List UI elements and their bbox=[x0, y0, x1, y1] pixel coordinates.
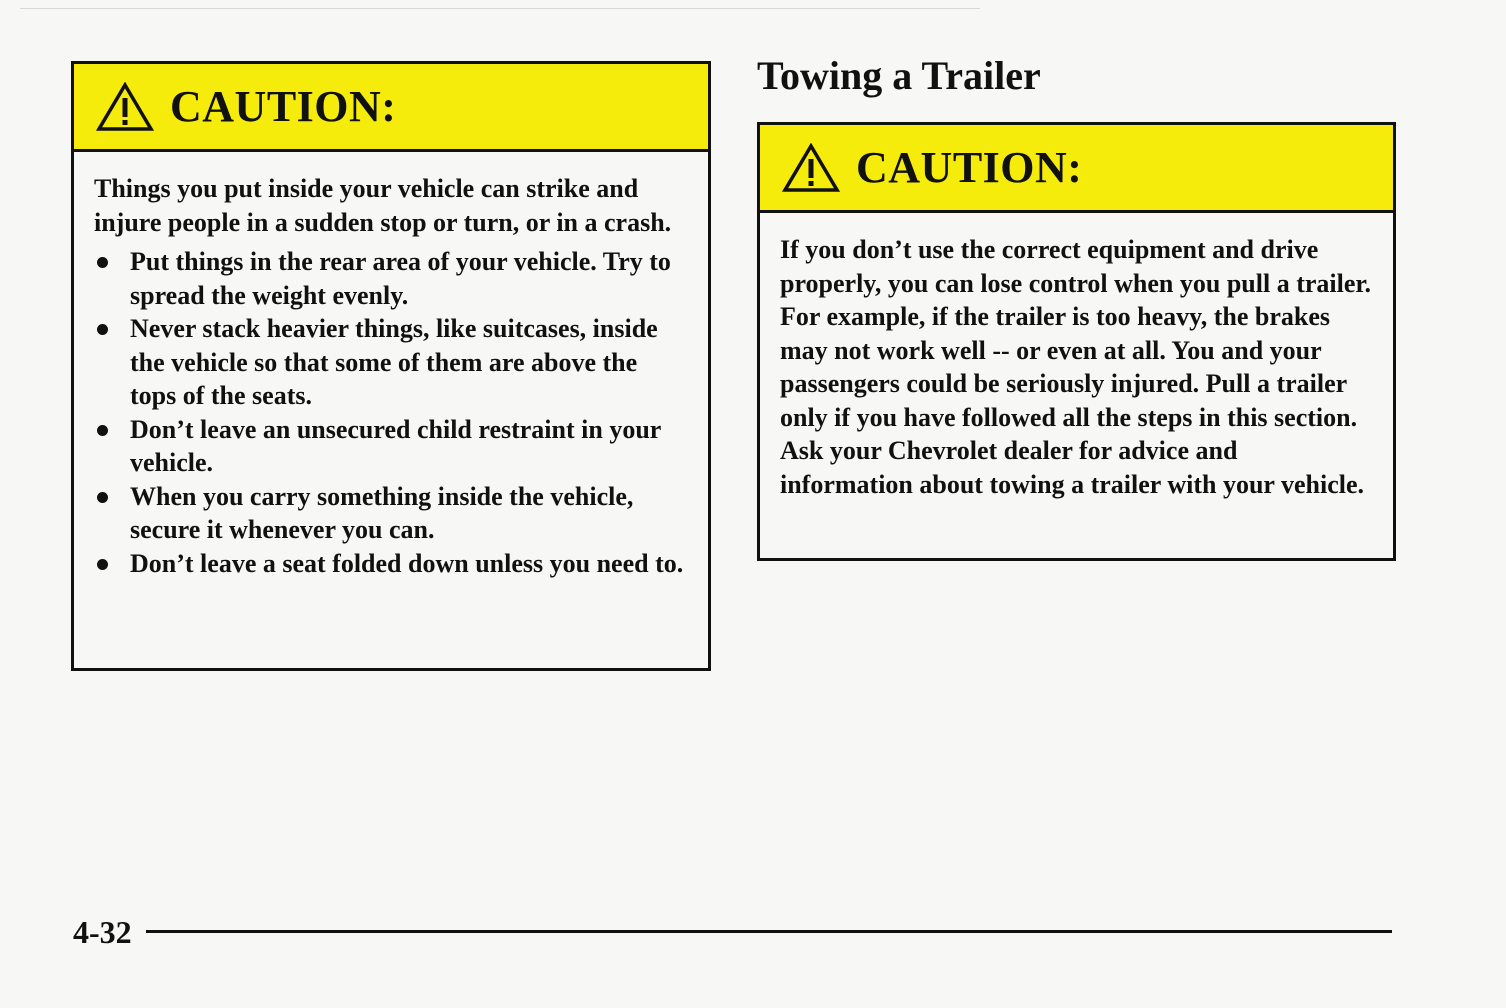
caution-body bbox=[760, 213, 1393, 525]
caution-body bbox=[74, 152, 708, 598]
section-title: Towing a Trailer bbox=[757, 53, 1041, 98]
bullet-item bbox=[94, 245, 688, 312]
page-number: 4-32 bbox=[73, 914, 132, 950]
bullet-item bbox=[94, 413, 688, 480]
top-edge-rule bbox=[20, 8, 980, 9]
caution-label: CAUTION: bbox=[170, 82, 397, 131]
bullet-item bbox=[94, 480, 688, 547]
bullet-dot-icon bbox=[97, 324, 108, 335]
caution-bullet-list bbox=[94, 245, 688, 580]
caution-header bbox=[760, 125, 1393, 213]
bullet-text: Put things in the rear area of your vehicle. Try to spread the weight evenly. bbox=[130, 247, 671, 310]
warning-triangle-icon bbox=[782, 143, 840, 193]
footer-rule bbox=[146, 930, 1392, 933]
bullet-dot-icon bbox=[97, 559, 108, 570]
warning-triangle-icon bbox=[96, 82, 154, 132]
bullet-item bbox=[94, 312, 688, 413]
bullet-text: Don’t leave an unsecured child restraint in your vehicle. bbox=[130, 414, 661, 477]
caution-box-towing bbox=[757, 122, 1396, 561]
bullet-text: Never stack heavier things, like suitcases, inside the vehicle so that some of them are above the tops of the seats. bbox=[130, 314, 658, 410]
caution-intro-text: Things you put inside your vehicle can strike and injure people in a sudden stop or turn, or in a crash. bbox=[94, 174, 672, 237]
bullet-dot-icon bbox=[97, 257, 108, 268]
caution-header bbox=[74, 64, 708, 152]
caution-label: CAUTION: bbox=[856, 143, 1083, 192]
caution-text: If you don’t use the correct equipment and drive properly, you can lose control when you pull a trailer. For example, if the trailer is too heavy, the brakes may not work well -- or even at all. You and your passengers could be seriously injured. Pull a trailer only if you have followed all the steps in this section. Ask your Chevrolet dealer for advice and information about towing a trailer with your vehicle. bbox=[780, 235, 1372, 499]
bullet-text: Don’t leave a seat folded down unless you need to. bbox=[130, 548, 684, 578]
bullet-dot-icon bbox=[97, 425, 108, 436]
caution-box-cargo bbox=[71, 61, 711, 671]
bullet-dot-icon bbox=[97, 492, 108, 503]
bullet-text: When you carry something inside the vehicle, secure it whenever you can. bbox=[130, 481, 634, 544]
bullet-item bbox=[94, 547, 688, 581]
